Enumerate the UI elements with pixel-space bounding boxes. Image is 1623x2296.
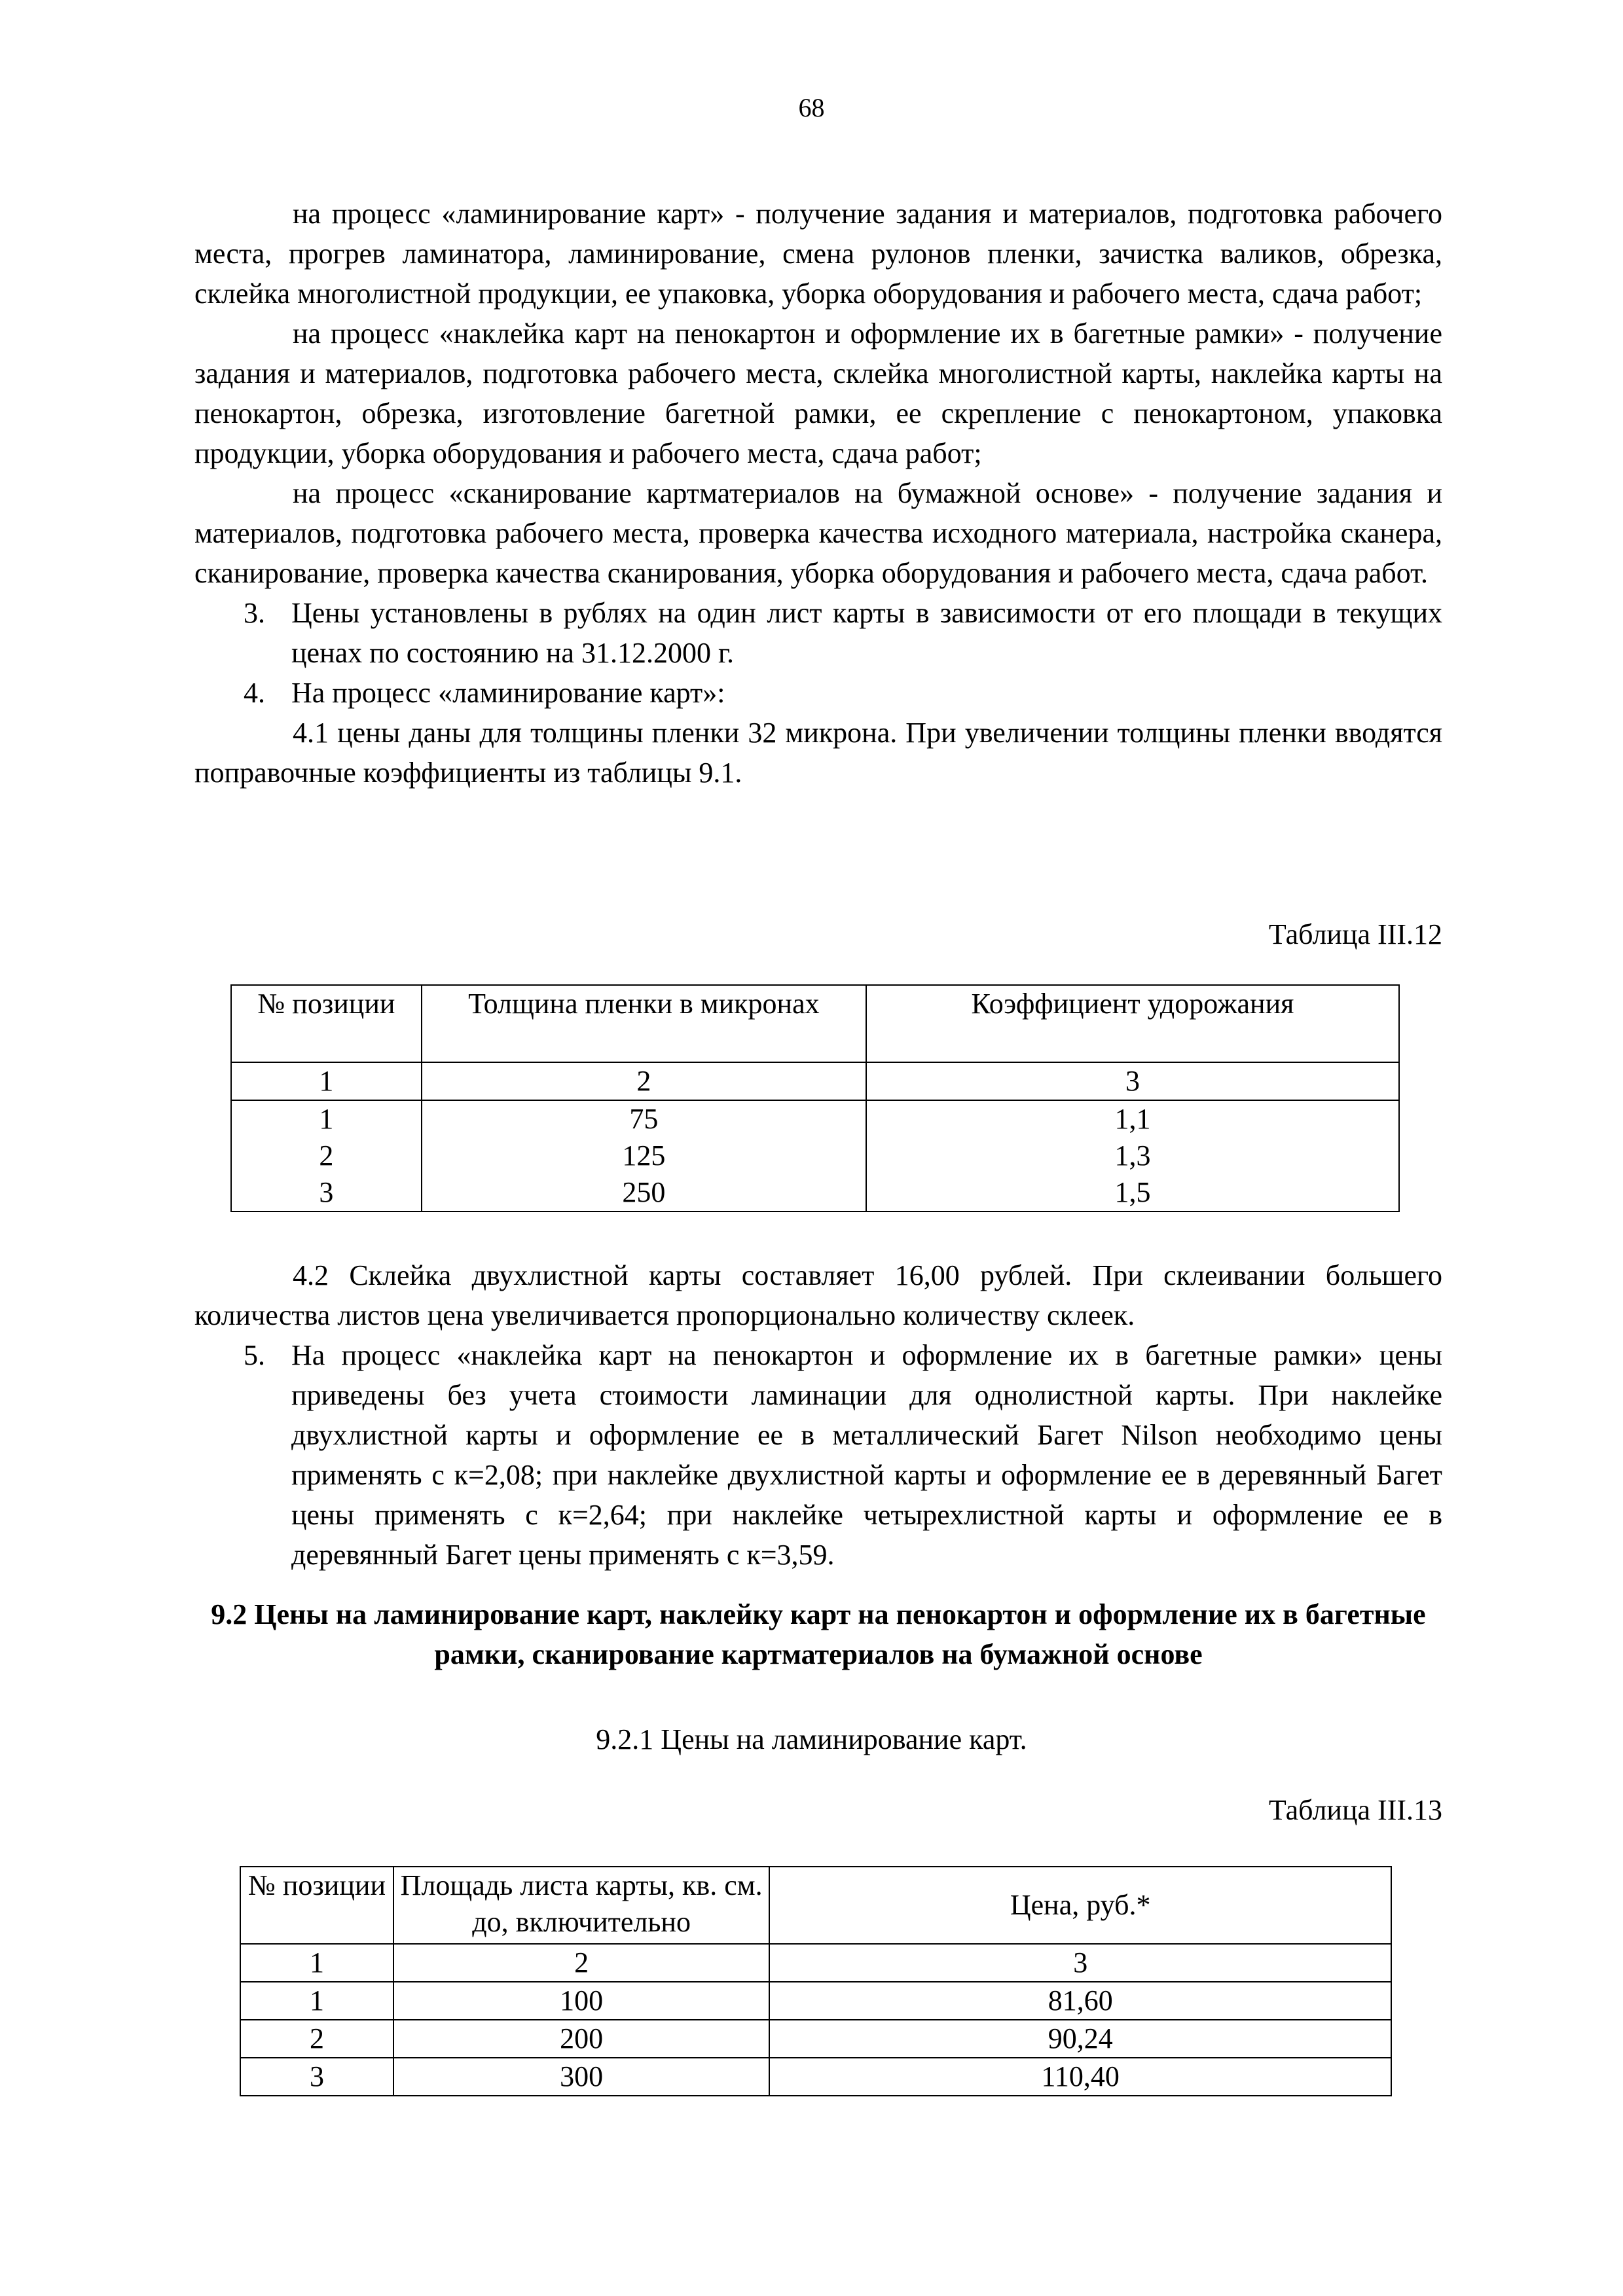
table-cell: 81,60 — [769, 1982, 1391, 2020]
section-heading: 9.2 Цены на ламинирование карт, наклейку карт на пенокартон и оформление их в багетные рамки, сканирование картматериалов на бумажной основе — [211, 1598, 1426, 1670]
paragraph-scanning-process: на процесс «сканирование картматериалов на бумажной основе» - получение задания и материалов, подготовка рабочего места, проверка качества исходного материала, настройка сканера, сканирование, проверка качества сканирования, уборка оборудования и рабочего места, сдача работ. — [194, 477, 1442, 589]
table-cell: 3 — [231, 1174, 422, 1211]
table-cell: 2 — [240, 2020, 393, 2058]
table-cell: 1,3 — [866, 1138, 1399, 1174]
table-cell: 75 — [422, 1100, 866, 1138]
table-cell: 1 — [231, 1100, 422, 1138]
list-item-4 — [194, 673, 1442, 713]
table-row — [231, 1100, 1399, 1138]
table-row — [231, 1138, 1399, 1174]
table-header-cell: Толщина пленки в микронах — [422, 985, 866, 1062]
table-row — [231, 1174, 1399, 1211]
list-item-5 — [194, 1335, 1442, 1575]
table-row — [240, 1982, 1391, 2020]
table-index-cell: 2 — [422, 1062, 866, 1100]
paragraph-mounting-process: на процесс «наклейка карт на пенокартон и оформление их в багетные рамки» - получение задания и материалов, подготовка рабочего места, склейка многолистной карты, наклейка карты на пенокартон, обрезка, изготовление багетной рамки, ее скрепление с пенокартоном, упаковка продукции, уборка оборудования и рабочего места, сдача работ; — [194, 317, 1442, 469]
table-row — [240, 2020, 1391, 2058]
table-13-caption: Таблица III.13 — [1268, 1794, 1442, 1826]
notes-block — [194, 1255, 1442, 1575]
subsection-heading: 9.2.1 Цены на ламинирование карт. — [596, 1723, 1027, 1755]
list-item-number: 4. — [244, 677, 265, 709]
table-cell: 1 — [240, 1982, 393, 2020]
list-item-text: На процесс «наклейка карт на пенокартон и оформление их в багетные рамки» цены приведены без учета стоимости ламинации для однолистной карты. При наклейке двухлистной карты и оформление ее в металлический Багет Nilson необходимо цены применять с к=2,08; при наклейке двухлистной карты и оформление ее в деревянный Багет цены применять с к=2,64; при наклейке четырехлистной карты и оформление ее в деревянный Багет цены применять с к=3,59. — [291, 1339, 1442, 1571]
paragraph-4-1: 4.1 цены даны для толщины пленки 32 микрона. При увеличении толщины пленки вводятся поправочные коэффициенты из таблицы 9.1. — [194, 717, 1442, 789]
table-row — [240, 2058, 1391, 2096]
table-cell: 1,1 — [866, 1100, 1399, 1138]
list-item-number: 5. — [244, 1339, 265, 1371]
list-item-3 — [194, 593, 1442, 673]
table-cell: 250 — [422, 1174, 866, 1211]
table-header-cell: Коэффициент удорожания — [866, 985, 1399, 1062]
table-cell: 90,24 — [769, 2020, 1391, 2058]
table-cell: 300 — [393, 2058, 769, 2096]
intro-block — [194, 194, 1442, 793]
list-item-number: 3. — [244, 597, 265, 629]
table-cell: 3 — [240, 2058, 393, 2096]
table-cell: 200 — [393, 2020, 769, 2058]
paragraph-lamination-process: на процесс «ламинирование карт» - получение задания и материалов, подготовка рабочего места, прогрев ламинатора, ламинирование, смена рулонов пленки, зачистка валиков, обрезка, склейка многолистной продукции, ее упаковка, уборка оборудования и рабочего места, сдача работ; — [194, 198, 1442, 310]
table-index-cell: 2 — [393, 1944, 769, 1982]
table-cell: 1,5 — [866, 1174, 1399, 1211]
page-number: 68 — [798, 93, 825, 122]
table-film-thickness — [230, 984, 1400, 1212]
table-lamination-prices — [240, 1866, 1392, 2096]
table-index-cell: 3 — [769, 1944, 1391, 1982]
list-item-text: На процесс «ламинирование карт»: — [291, 677, 725, 709]
table-header-cell: Площадь листа карты, кв. см. до, включительно — [393, 1867, 769, 1944]
table-header-cell: № позиции — [240, 1867, 393, 1944]
table-header-cell: № позиции — [231, 985, 422, 1062]
table-index-cell: 1 — [231, 1062, 422, 1100]
list-item-text: Цены установлены в рублях на один лист карты в зависимости от его площади в текущих ценах по состоянию на 31.12.2000 г. — [291, 597, 1442, 669]
table-12-caption: Таблица III.12 — [1268, 918, 1442, 950]
table-cell: 2 — [231, 1138, 422, 1174]
table-index-cell: 3 — [866, 1062, 1399, 1100]
table-cell: 110,40 — [769, 2058, 1391, 2096]
table-cell: 125 — [422, 1138, 866, 1174]
table-cell: 100 — [393, 1982, 769, 2020]
table-index-cell: 1 — [240, 1944, 393, 1982]
table-header-cell: Цена, руб.* — [769, 1867, 1391, 1944]
paragraph-4-2: 4.2 Склейка двухлистной карты составляет 16,00 рублей. При склеивании большего количества листов цена увеличивается пропорционально количеству склеек. — [194, 1259, 1442, 1331]
